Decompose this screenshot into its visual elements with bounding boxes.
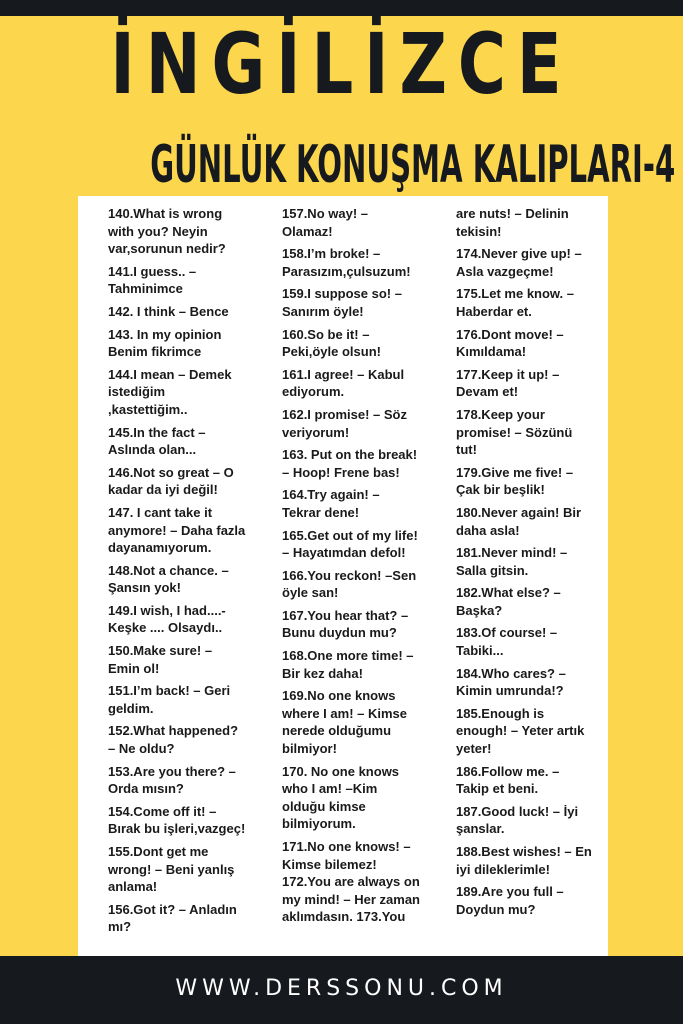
phrase-line: – Hoop! Frene bas!: [282, 464, 400, 480]
phrase-line: who I am! –Kim: [282, 781, 378, 797]
phrase-line: 157.No way! –: [282, 206, 368, 221]
phrase-line: 152.What happened?: [108, 723, 239, 739]
page-title: İNGİLİZCE: [110, 15, 573, 113]
phrase-entry: [282, 406, 442, 441]
phrase-entry: [282, 838, 442, 926]
phrase-line: my mind! – Her zaman: [282, 891, 420, 907]
phrase-line: – Ne oldu?: [108, 741, 175, 757]
phrase-line: 144.I mean – Demek: [108, 366, 232, 382]
phrase-line: 143. In my opinion: [108, 326, 222, 342]
phrase-line: 172.You are always on: [282, 874, 420, 890]
phrase-entry: [282, 687, 442, 757]
phrase-line: Asla vazgeçme!: [456, 263, 554, 279]
phrase-line: 147. I cant take it: [108, 504, 213, 520]
phrase-line: 180.Never again! Bir: [456, 504, 582, 520]
phrase-line: var,sorunun nedir?: [108, 241, 226, 257]
phrase-line: – Hayatımdan defol!: [282, 545, 406, 561]
phrase-entry: [108, 504, 258, 557]
phrase-line: Orda mısın?: [108, 781, 184, 797]
phrase-entry: [108, 562, 258, 597]
phrase-line: Bırak bu işleri,vazgeç!: [108, 821, 246, 837]
phrase-entry: [108, 602, 258, 637]
phrase-line: with you? Neyin: [108, 223, 208, 239]
phrase-entry: [108, 464, 258, 499]
phrase-line: promise! – Sözünü: [456, 424, 573, 440]
phrase-line: Salla gitsin.: [456, 562, 529, 578]
phrase-line: 163. Put on the break!: [282, 447, 418, 463]
phrase-line: 162.I promise! – Söz: [282, 406, 407, 422]
phrase-line: 177.Keep it up! –: [456, 366, 560, 382]
phrase-line: 159.I suppose so! –: [282, 286, 402, 302]
phrase-entry: [282, 567, 442, 602]
phrase-entry: [456, 763, 608, 798]
phrase-entry: [282, 245, 442, 280]
phrase-line: anymore! – Daha fazla: [108, 522, 246, 538]
phrase-line: 176.Dont move! –: [456, 326, 564, 342]
phrase-entry: [456, 326, 608, 361]
phrase-entry: [282, 527, 442, 562]
phrase-line: 164.Try again! –: [282, 487, 380, 503]
phrase-entry: [456, 883, 608, 918]
phrase-line: 154.Come off it! –: [108, 803, 217, 819]
phrase-line: şanslar.: [456, 821, 505, 837]
phrase-entry: [456, 285, 608, 320]
phrase-line: 140.What is wrong: [108, 206, 223, 221]
phrase-line: 153.Are you there? –: [108, 763, 236, 779]
phrase-line: nerede olduğumu: [282, 723, 392, 739]
phrase-line: olduğu kimse: [282, 798, 366, 814]
phrase-line: 150.Make sure! –: [108, 643, 213, 659]
phrase-line: Tekrar dene!: [282, 504, 360, 520]
phrase-line: 182.What else? –: [456, 585, 561, 601]
phrase-line: Sanırım öyle!: [282, 303, 364, 319]
phrase-line: 167.You hear that? –: [282, 607, 409, 623]
phrase-entry: [456, 584, 608, 619]
phrase-entry: [456, 205, 608, 240]
phrase-entry: [108, 424, 258, 459]
phrase-entry: [282, 326, 442, 361]
phrase-line: Şansın yok!: [108, 580, 181, 596]
phrase-line: kadar da iyi değil!: [108, 482, 218, 498]
phrase-line: Haberdar et.: [456, 303, 532, 319]
phrase-line: 171.No one knows! –: [282, 839, 411, 854]
phrase-entry: [456, 705, 608, 758]
phrase-line: daha asla!: [456, 522, 520, 538]
phrase-line: Olamaz!: [282, 223, 333, 239]
phrase-entry: [456, 665, 608, 700]
phrase-line: 184.Who cares? –: [456, 665, 566, 681]
phrase-line: wrong! – Beni yanlış: [108, 861, 235, 877]
phrase-entry: [456, 544, 608, 579]
phrase-line: ,kastettiğim..: [108, 401, 188, 417]
phrase-line: are nuts! – Delinin: [456, 206, 569, 221]
phrase-line: veriyorum!: [282, 424, 350, 440]
phrase-line: Devam et!: [456, 384, 519, 400]
phrase-line: mı?: [108, 919, 132, 935]
phrase-line: 189.Are you full –: [456, 884, 564, 900]
phrase-line: 160.So be it! –: [282, 326, 370, 342]
phrase-line: 183.Of course! –: [456, 625, 558, 641]
phrase-line: 161.I agree! – Kabul: [282, 366, 405, 382]
phrase-line: Doydun mu?: [456, 901, 536, 917]
phrase-line: 155.Dont get me: [108, 844, 209, 859]
phrase-entry: [282, 205, 442, 240]
site-url: WWW.DERSSONU.COM: [175, 976, 508, 1001]
phrase-line: bilmiyorum.: [282, 816, 356, 832]
footer-bar: [0, 956, 683, 1024]
phrase-line: Aslında olan...: [108, 442, 197, 458]
phrase-entry: [282, 647, 442, 682]
phrase-entry: [456, 624, 608, 659]
page-subtitle: GÜNLÜK KONUŞMA KALIPLARI-4: [150, 135, 676, 195]
phrase-column-3: [456, 205, 608, 923]
phrase-entry: [282, 763, 442, 833]
phrase-line: Emin ol!: [108, 660, 160, 676]
phrase-line: öyle san!: [282, 585, 339, 601]
phrase-line: 158.I’m broke! –: [282, 246, 381, 262]
phrase-line: Kımıldama!: [456, 344, 527, 360]
phrase-entry: [282, 285, 442, 320]
phrase-line: 188.Best wishes! – En: [456, 844, 592, 859]
phrase-entry: [282, 607, 442, 642]
phrase-line: where I am! – Kimse: [282, 705, 407, 721]
phrase-entry: [108, 803, 258, 838]
phrase-line: 151.I’m back! – Geri: [108, 683, 231, 699]
phrase-entry: [456, 803, 608, 838]
phrase-entry: [282, 446, 442, 481]
phrase-line: aklımdasın. 173.You: [282, 909, 406, 925]
phrase-line: dayanamıyorum.: [108, 540, 212, 556]
phrase-line: Tahminimce: [108, 281, 183, 297]
phrase-line: 165.Get out of my life!: [282, 527, 418, 543]
phrase-line: Bunu duydun mu?: [282, 625, 397, 641]
phrase-line: Tabiki...: [456, 643, 504, 659]
phrase-line: 170. No one knows: [282, 763, 400, 779]
phrase-entry: [108, 366, 258, 419]
phrase-entry: [456, 366, 608, 401]
phrase-line: 181.Never mind! –: [456, 545, 568, 561]
phrase-entry: [456, 406, 608, 459]
phrase-entry: [108, 642, 258, 677]
phrase-line: Kimse bilemez!: [282, 856, 377, 872]
phrase-entry: [108, 763, 258, 798]
phrase-line: Peki,öyle olsun!: [282, 344, 381, 360]
phrase-line: ediyorum.: [282, 384, 345, 400]
phrase-entry: [108, 205, 258, 258]
phrase-entry: [456, 245, 608, 280]
phrase-line: iyi dileklerimle!: [456, 861, 550, 877]
phrase-entry: [108, 901, 258, 936]
phrase-line: 145.In the fact –: [108, 424, 206, 440]
phrase-line: Keşke .... Olsaydı..: [108, 620, 223, 636]
phrase-entry: [108, 263, 258, 298]
phrase-line: 148.Not a chance. –: [108, 562, 229, 578]
phrase-line: istediğim: [108, 384, 166, 400]
phrase-line: Başka?: [456, 602, 503, 618]
phrase-entry: [282, 366, 442, 401]
phrase-line: 149.I wish, I had....-: [108, 602, 226, 618]
phrase-line: Parasızım,çulsuzum!: [282, 263, 411, 279]
phrase-entry: [108, 722, 258, 757]
phrase-line: 174.Never give up! –: [456, 246, 582, 262]
phrase-line: 185.Enough is: [456, 705, 545, 721]
phrase-line: geldim.: [108, 700, 154, 716]
phrase-line: 142. I think – Bence: [108, 303, 229, 319]
phrase-line: anlama!: [108, 879, 158, 895]
phrase-line: 168.One more time! –: [282, 648, 414, 664]
phrase-entry: [108, 303, 258, 321]
phrase-line: 186.Follow me. –: [456, 763, 560, 779]
phrase-line: bilmiyor!: [282, 741, 337, 757]
phrase-line: Çak bir beşlik!: [456, 482, 545, 498]
phrase-line: 169.No one knows: [282, 688, 396, 704]
phrase-line: Kimin umrunda!?: [456, 683, 564, 699]
phrase-line: tekisin!: [456, 223, 502, 239]
phrase-line: 178.Keep your: [456, 406, 545, 422]
phrase-line: yeter!: [456, 741, 492, 757]
phrase-entry: [108, 843, 258, 896]
phrase-line: enough! – Yeter artık: [456, 723, 585, 739]
phrase-entry: [108, 326, 258, 361]
phrase-column-2: [282, 205, 442, 931]
phrase-entry: [108, 682, 258, 717]
phrase-line: 156.Got it? – Anladın: [108, 901, 237, 917]
phrase-line: 166.You reckon! –Sen: [282, 567, 417, 583]
phrase-line: 179.Give me five! –: [456, 464, 574, 480]
phrase-entry: [456, 464, 608, 499]
phrase-line: Takip et beni.: [456, 781, 539, 797]
phrase-column-1: [108, 205, 258, 941]
phrase-entry: [456, 504, 608, 539]
phrase-line: 146.Not so great – O: [108, 464, 234, 480]
phrase-line: Benim fikrimce: [108, 344, 202, 360]
phrase-line: 175.Let me know. –: [456, 286, 575, 302]
phrase-line: Bir kez daha!: [282, 665, 363, 681]
phrase-line: tut!: [456, 442, 477, 458]
phrase-line: 187.Good luck! – İyi: [456, 803, 579, 819]
phrase-line: 141.I guess.. –: [108, 263, 197, 279]
phrase-sheet: [78, 196, 608, 956]
phrase-entry: [456, 843, 608, 878]
phrase-entry: [282, 486, 442, 521]
